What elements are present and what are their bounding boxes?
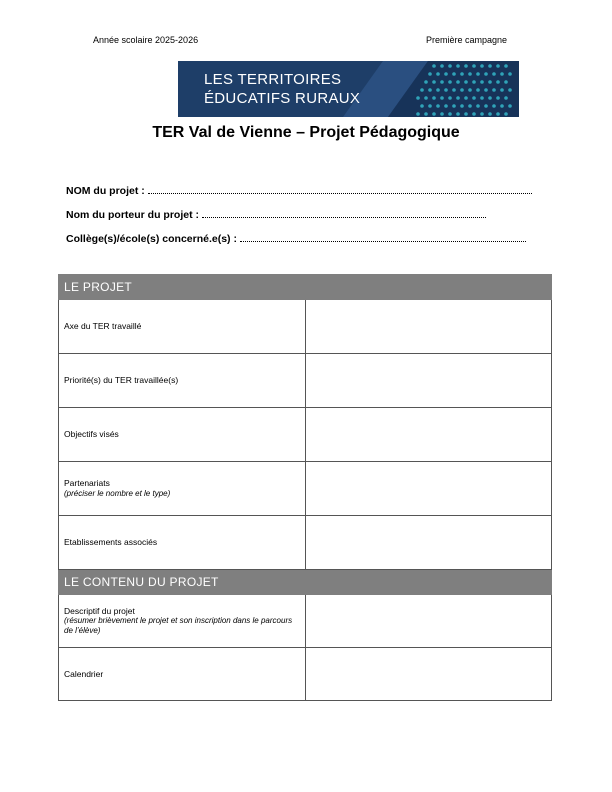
project-name-field[interactable]	[66, 184, 532, 197]
row-input-objectifs[interactable]	[305, 408, 552, 462]
owner-name-dotted-line	[202, 208, 486, 218]
project-name-label: NOM du projet :	[66, 185, 145, 197]
row-input-descriptif[interactable]	[305, 595, 552, 648]
row-label-descriptif: Descriptif du projet (résumer brièvement le projet et son inscription dans le parcours de l’élève)	[59, 595, 306, 648]
schools-dotted-line	[240, 232, 526, 242]
ter-logo-banner	[178, 61, 519, 117]
row-input-axe[interactable]	[305, 300, 552, 354]
row-label-partenariats: Partenariats (préciser le nombre et le type)	[59, 462, 306, 516]
row-input-calendrier[interactable]	[305, 648, 552, 701]
owner-name-label: Nom du porteur du projet :	[66, 209, 199, 221]
banner-line-2: ÉDUCATIFS RURAUX	[204, 90, 361, 107]
row-label-axe: Axe du TER travaillé	[59, 300, 306, 354]
banner-line-1: LES TERRITOIRES	[204, 71, 342, 88]
section-heading-project: LE PROJET	[59, 275, 552, 300]
row-label-etablissements: Etablissements associés	[59, 516, 306, 570]
row-label-calendrier: Calendrier	[59, 648, 306, 701]
section-heading-content: LE CONTENU DU PROJET	[59, 570, 552, 595]
school-year: Année scolaire 2025-2026	[93, 35, 199, 45]
project-name-dotted-line	[148, 184, 532, 194]
row-label-objectifs: Objectifs visés	[59, 408, 306, 462]
row-input-partenariats[interactable]	[305, 462, 552, 516]
row-label-priorites: Priorité(s) du TER travaillée(s)	[59, 354, 306, 408]
row-hint-partenariats: (préciser le nombre et le type)	[64, 488, 171, 498]
page-title: TER Val de Vienne – Projet Pédagogique	[152, 124, 460, 141]
row-input-etablissements[interactable]	[305, 516, 552, 570]
banner-pattern-graphic	[178, 61, 519, 117]
row-hint-descriptif: (résumer brièvement le projet et son inscription dans le parcours de l’élève)	[64, 616, 293, 636]
owner-name-field[interactable]	[66, 208, 486, 221]
row-input-priorites[interactable]	[305, 354, 552, 408]
project-form-table	[58, 274, 552, 701]
campaign-label: Première campagne	[426, 35, 508, 45]
schools-field[interactable]	[66, 232, 526, 245]
schools-label: Collège(s)/école(s) concerné.e(s) :	[66, 233, 237, 245]
